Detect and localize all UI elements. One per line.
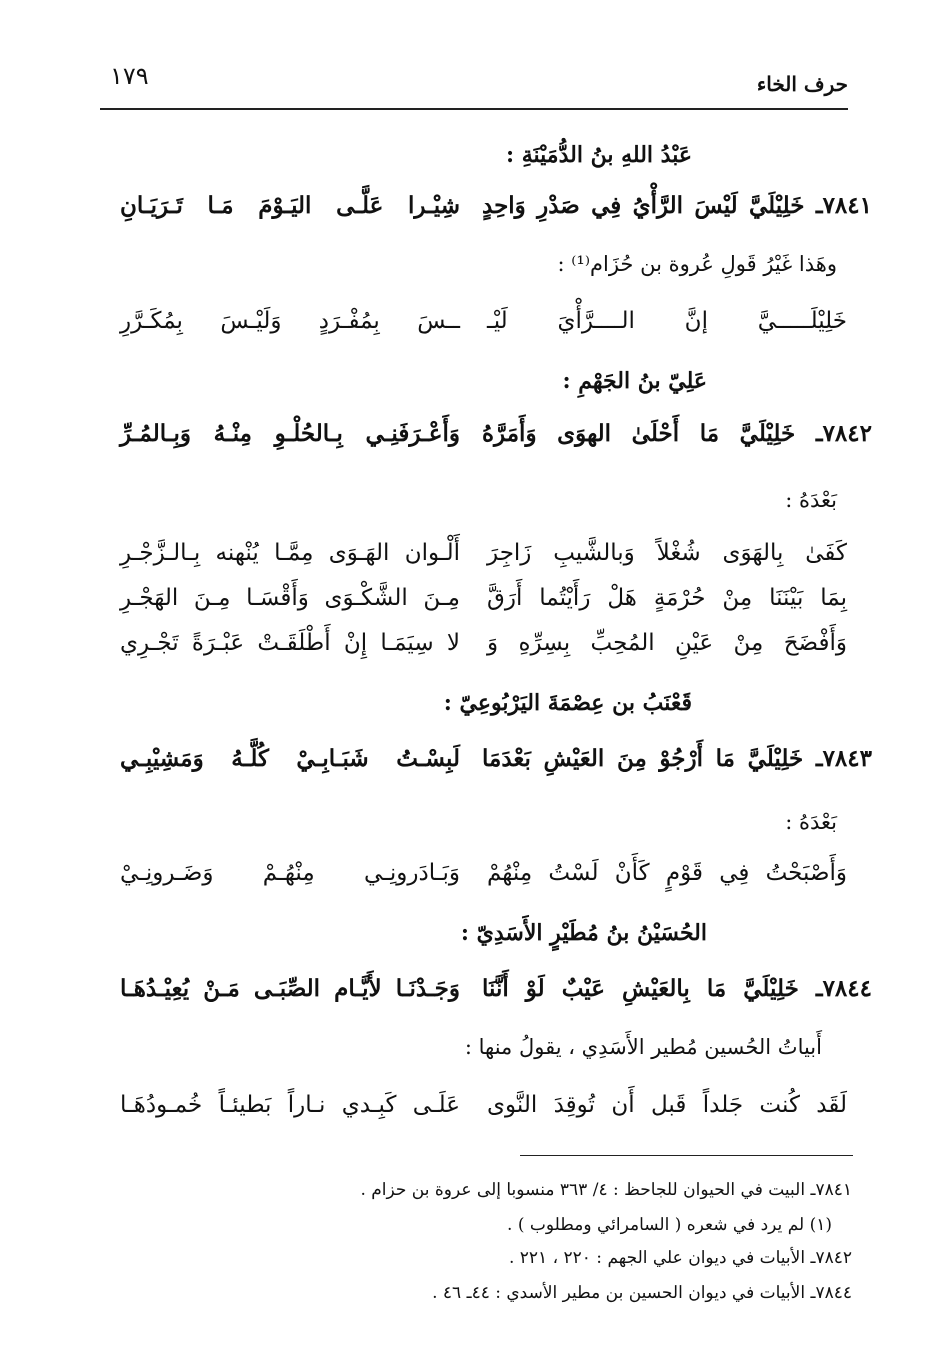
verse-second-hemistich: أَلْـوان الهَـوَى مِمَّـا يُنْهنه بِـالـزَّجْـرِ: [120, 540, 460, 566]
verse-second-hemistich: ــسَ بِمُفْـرَدٍ وَلَيْـسَ بِمُكَـرَّرِ: [120, 308, 460, 334]
verse-line: [0, 308, 952, 348]
verse-line: [0, 420, 952, 460]
prose-text: بَعْدَهُ :: [785, 810, 837, 834]
chapter-title: حرف الخاء: [756, 72, 848, 96]
verse-second-hemistich: لَبِسْـتُ شَبَـابِـيْ كُلَّـهُ وَمَشِيْبِـي: [120, 745, 460, 772]
verse-first-hemistich: وَأَصْبَحْتُ فِي قَوْمٍ كَأَنْ لَسْتُ مِنْهُمْ: [487, 860, 847, 886]
footnote: (١) لم يرد في شعره ( السامرائي ومطلوب ) .: [507, 1215, 832, 1235]
verse-first-hemistich: ٧٨٤١ـ خَلِيْلَيَّ لَيْسَ الرَّأْيُ فِي صَدْرِ وَاحِدٍ: [482, 192, 872, 219]
prose-line: [0, 1035, 952, 1075]
verse-second-hemistich: وَأَعْـرَفَنِـي بِـالحُلْـوِ مِنْـهُ وَبِـالمُـرِّ: [120, 420, 460, 447]
verse-line: [0, 585, 952, 625]
verse-second-hemistich: شِيْـرا عَلَّـى اليَـوْمَ مَـا تَـرَيَـانِ: [120, 192, 460, 219]
verse-line: [0, 1092, 952, 1132]
prose-text: أَبياتُ الحُسين مُطير الأَسَدِي ، يقولُ منها :: [464, 1035, 822, 1059]
verse-first-hemistich: وَأَفْضَحَ مِنْ عَيْنِ المُحِبِّ بِسِرِّهِ وَ: [487, 630, 847, 656]
verse-first-hemistich: بِمَا بَيْنَنَا مِنْ حُرْمَةٍ هَلْ رَأَيْتُما أَرَقَّ: [487, 585, 847, 611]
header-rule: [100, 108, 848, 110]
poet-heading: [0, 142, 822, 182]
verse-second-hemistich: وَبَـادَرونِـي مِنْهُـمْ وَضَـرونِـيْ: [120, 860, 460, 886]
verse-first-hemistich: لَقَد كُنت جَلداً قَبل أَن تُوقِدَ النَّوى: [487, 1092, 847, 1118]
verse-second-hemistich: عَلَـى كَبِـدي نـاراً بَطيئـاً خُمـودُهَـا: [120, 1092, 460, 1118]
verse-first-hemistich: خَلِيْلَـــــيَّ إنَّ الــــرَّأْيَ لَيْـ: [487, 308, 847, 334]
verse-line: [0, 745, 952, 785]
verse-first-hemistich: ٧٨٤٢ـ خَلِيْلَيَّ مَا أَحْلَىٰ الهوَى وَأَمَرَّهُ: [482, 420, 872, 447]
verse-first-hemistich: كَفَىٰ بِالهَوَى شُغْلاً وَبالشَّيبِ زَاجِرَ: [487, 540, 847, 566]
poet-name: قَعْنَبُ بن عِصْمَةَ اليَرْبُوعِيّ :: [443, 690, 692, 716]
verse-first-hemistich: ٧٨٤٤ـ خَلِيْلَيَّ مَا بِالعَيْشِ عَيْبٌ لَوْ أَنَّنَا: [482, 975, 872, 1002]
verse-second-hemistich: وَجَـدْنَـا لأَيَّـام الصِّبَـى مَـنْ يُعِيْـدُهَـا: [120, 975, 460, 1002]
poet-name: الحُسَيْنُ بنُ مُطَيْرٍ الأَسَدِيّ :: [460, 920, 707, 946]
verse-first-hemistich: ٧٨٤٣ـ خَلِيْلَيَّ مَا أَرْجُوْ مِنَ العَيْشِ بَعْدَمَا: [482, 745, 872, 772]
footnote: ٧٨٤٢ـ الأبيات في ديوان علي الجهم : ٢٢٠ ، ٢٢١ .: [508, 1248, 852, 1268]
poet-name: عَبْدُ اللهِ بنُ الدُّمَيْنَةِ :: [505, 142, 692, 168]
verse-line: [0, 192, 952, 232]
poet-heading: [0, 920, 822, 960]
verse-second-hemistich: مِـنَ الشَّكْـوَى وَأَقْسَـا مِـنَ الهَجْـرِ: [120, 585, 460, 611]
footnote: ٧٨٤١ـ البيت في الحيوان للجاحظ : ٤/ ٣٦٣ منسوبا إلى عروة بن حزام .: [360, 1180, 852, 1200]
page-number: ١٧٩: [110, 62, 149, 90]
prose-line: [0, 810, 952, 850]
verse-second-hemistich: لا سِيَمَـا إِنْ أَطْلَقَـتْ عَبْـرَةً تَجْـرِي: [120, 630, 460, 656]
footnote-rule: [520, 1155, 853, 1156]
poet-name: عَلِيّ بنُ الجَهْمِ :: [562, 368, 707, 394]
page-header: [100, 58, 848, 98]
verse-line: [0, 630, 952, 670]
prose-line: [0, 488, 952, 528]
prose-text: وهَذا غَيْرُ قَولِ عُروة بن حُزَام⁽¹⁾ :: [557, 252, 837, 276]
verse-line: [0, 975, 952, 1015]
poet-heading: [0, 690, 822, 730]
verse-line: [0, 860, 952, 900]
prose-line: [0, 252, 952, 292]
verse-line: [0, 540, 952, 580]
poet-heading: [0, 368, 822, 408]
footnote: ٧٨٤٤ـ الأبيات في ديوان الحسين بن مطير الأسدي : ٤٤ـ ٤٦ .: [432, 1283, 852, 1303]
prose-text: بَعْدَهُ :: [785, 488, 837, 512]
